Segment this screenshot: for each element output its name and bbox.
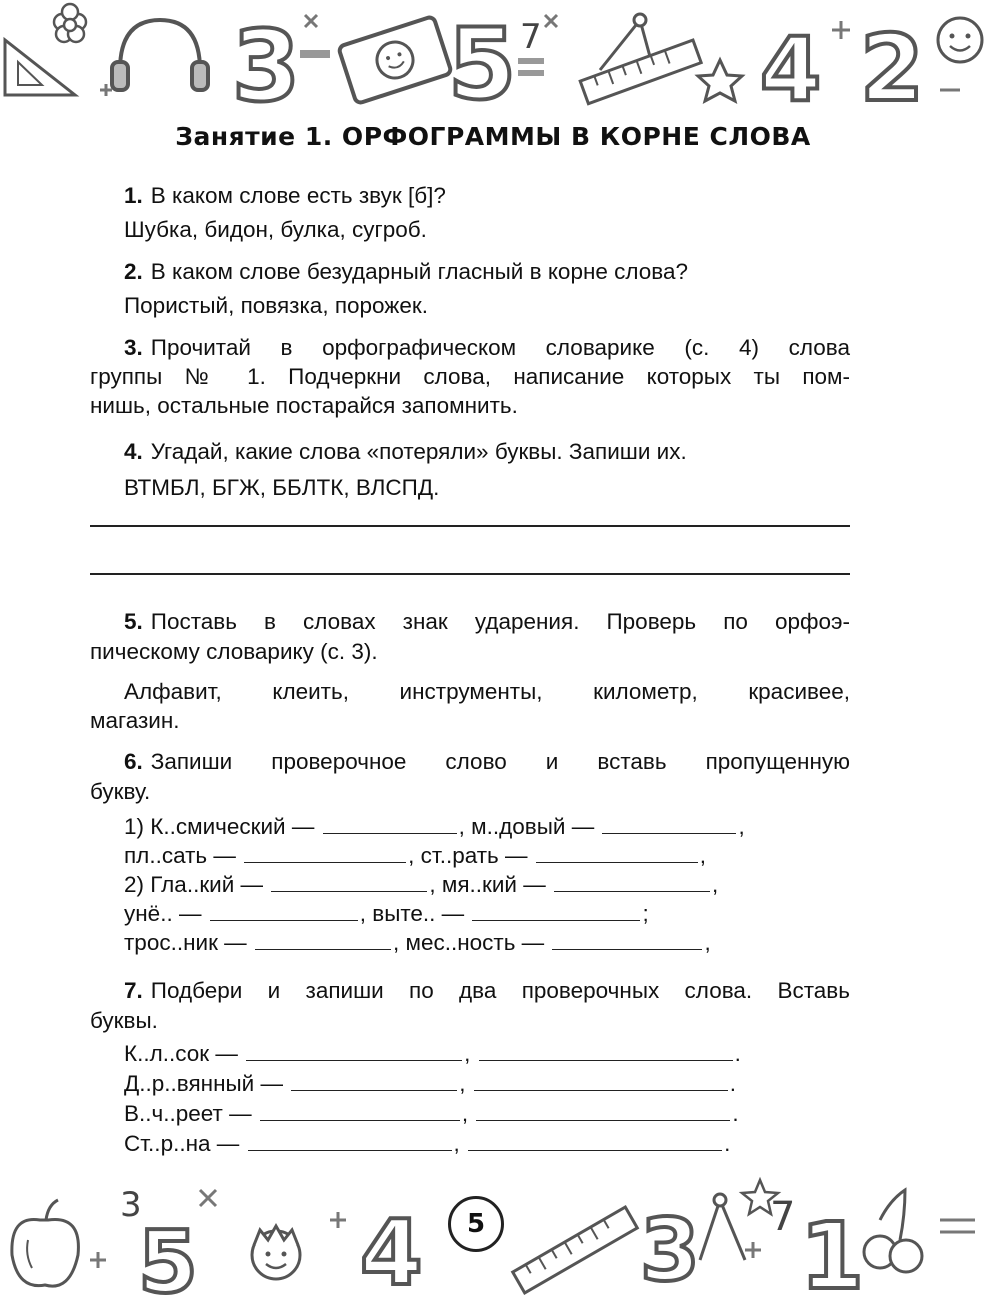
task-6-word: мес..ность — (405, 930, 545, 955)
task-5-number: 5. (124, 609, 143, 634)
task-7-line-1: Подбери и запиши по два проверочных слова. Вставь (150, 978, 850, 1003)
task-6-word: унё.. — (124, 901, 202, 926)
task-7-line-2: буквы. (90, 1008, 158, 1033)
task-6-word: выте.. — (372, 901, 465, 926)
cherries-icon (864, 1190, 922, 1272)
task-6-word: мя..кий — (441, 872, 546, 897)
blank-field[interactable] (246, 1040, 462, 1061)
blank-field[interactable] (552, 929, 702, 950)
task-6-number: 6. (124, 749, 143, 774)
task-7-row-2: Д..р..вянный — , . (124, 1071, 737, 1096)
task-6-line-2: букву. (90, 779, 151, 804)
blank-field[interactable] (602, 813, 736, 834)
task-4-words: ВТМБЛ, БГЖ, ББЛТК, ВЛСПД. (124, 475, 440, 500)
task-6 (124, 748, 850, 776)
ruler-icon (513, 1207, 638, 1293)
task-6-line-1: Запиши проверочное слово и вставь пропущенную (150, 749, 850, 774)
answer-line-2[interactable] (90, 573, 850, 575)
task-6-word: пл..сать — (124, 843, 236, 868)
task-6-word: 2) Гла..кий — (124, 872, 264, 897)
task-6-row-5: трос..ник — , мес..ность — , (124, 930, 711, 955)
task-5 (124, 608, 850, 636)
task-4-question: Угадай, какие слова «потеряли» буквы. Запиши их. (150, 439, 687, 464)
blank-field[interactable] (479, 1040, 733, 1061)
smiley-face-icon (938, 18, 982, 62)
task-7-row-4: Ст..р..на — , . (124, 1131, 731, 1156)
task-3-number: 3. (124, 335, 143, 360)
digit-7-doodle: 7 (520, 17, 542, 57)
answer-line-1[interactable] (90, 525, 850, 527)
task-3-line-2: группы № 1. Подчеркни слова, написание которых ты пом- (90, 364, 850, 389)
blank-field[interactable] (468, 1130, 722, 1151)
digit-3-doodle: 3 (232, 10, 301, 112)
task-7-word: Д..р..вянный — (124, 1071, 283, 1096)
banknote-icon (338, 16, 452, 104)
digit-4-doodle: 4 (760, 18, 822, 112)
flower-icon (54, 4, 86, 42)
task-5-line-1: Поставь в словах знак ударения. Проверь по орфоэ- (150, 609, 850, 634)
digit-3-doodle: 3 (120, 1185, 142, 1225)
task-7-word: В..ч..реет — (124, 1101, 252, 1126)
task-5-words-1: Алфавит, клеить, инструменты, километр, красивее, (124, 679, 850, 704)
blank-field[interactable] (536, 842, 698, 863)
digit-7-doodle: 7 (770, 1194, 796, 1240)
digit-3-doodle: 3 (640, 1201, 700, 1299)
task-5-line-2: пическому словарику (с. 3). (90, 639, 378, 664)
task-4 (124, 438, 687, 466)
task-1 (124, 182, 446, 210)
blank-field[interactable] (248, 1130, 452, 1151)
task-6-row-3: 2) Гла..кий — , мя..кий — , (124, 872, 719, 897)
blank-field[interactable] (271, 871, 427, 892)
task-6-word: м..довый — (471, 814, 595, 839)
star-icon (698, 60, 742, 101)
task-7-word: Ст..р..на — (124, 1131, 240, 1156)
task-4-number: 4. (124, 439, 143, 464)
task-6-word: 1) К..смический — (124, 814, 315, 839)
blank-field[interactable] (244, 842, 406, 863)
task-7-number: 7. (124, 978, 143, 1003)
blank-field[interactable] (260, 1100, 460, 1121)
blank-field[interactable] (210, 900, 358, 921)
task-2-question: В каком слове безударный гласный в корне слова? (150, 259, 689, 284)
task-7-row-3: В..ч..реет — , . (124, 1101, 739, 1126)
digit-5-doodle: 5 (448, 8, 517, 112)
blank-field[interactable] (472, 900, 640, 921)
blank-field[interactable] (255, 929, 391, 950)
apple-icon (12, 1200, 79, 1286)
task-1-question: В каком слове есть звук [б]? (150, 183, 446, 208)
blank-field[interactable] (474, 1070, 728, 1091)
task-2-number: 2. (124, 259, 143, 284)
boy-face-icon (252, 1226, 300, 1279)
digit-4-doodle: 4 (360, 1201, 423, 1299)
blank-field[interactable] (554, 871, 710, 892)
triangle-ruler-icon (5, 40, 75, 95)
task-6-row-4: унё.. — , выте.. — ; (124, 901, 649, 926)
task-2-words: Пористый, повязка, порожек. (124, 293, 428, 318)
header-doodle-band (0, 0, 986, 112)
task-1-number: 1. (124, 183, 143, 208)
blank-field[interactable] (476, 1100, 730, 1121)
header-doodles (0, 0, 986, 112)
digit-1-doodle: 1 (800, 1203, 865, 1299)
headphones-icon (112, 20, 208, 90)
task-2 (124, 258, 688, 286)
blank-field[interactable] (291, 1070, 457, 1091)
blank-field[interactable] (323, 813, 457, 834)
page-number: 5 (448, 1196, 504, 1252)
digit-2-doodle: 2 (860, 15, 925, 112)
task-6-row-1: 1) К..смический — , м..довый — , (124, 814, 745, 839)
task-6-row-2: пл..сать — , ст..рать — , (124, 843, 707, 868)
task-3-line-3: нишь, остальные постарайся запомнить. (90, 393, 518, 418)
task-7-word: К..л..сок — (124, 1041, 238, 1066)
task-7-row-1: К..л..сок — , . (124, 1041, 741, 1066)
task-7 (124, 977, 850, 1005)
digit-5-doodle: 5 (138, 1213, 198, 1299)
task-1-words: Шубка, бидон, булка, сугроб. (124, 217, 427, 242)
compass-icon (700, 1194, 745, 1260)
task-6-word: ст..рать — (420, 843, 528, 868)
task-3 (124, 334, 850, 362)
lesson-title: Занятие 1. ОРФОГРАММЫ В КОРНЕ СЛОВА (175, 122, 811, 151)
ruler-icon (580, 40, 701, 104)
task-5-words-2: магазин. (90, 708, 180, 733)
task-3-line-1: Прочитай в орфографическом словарике (с. 4) слова (150, 335, 850, 360)
task-6-word: трос..ник — (124, 930, 247, 955)
